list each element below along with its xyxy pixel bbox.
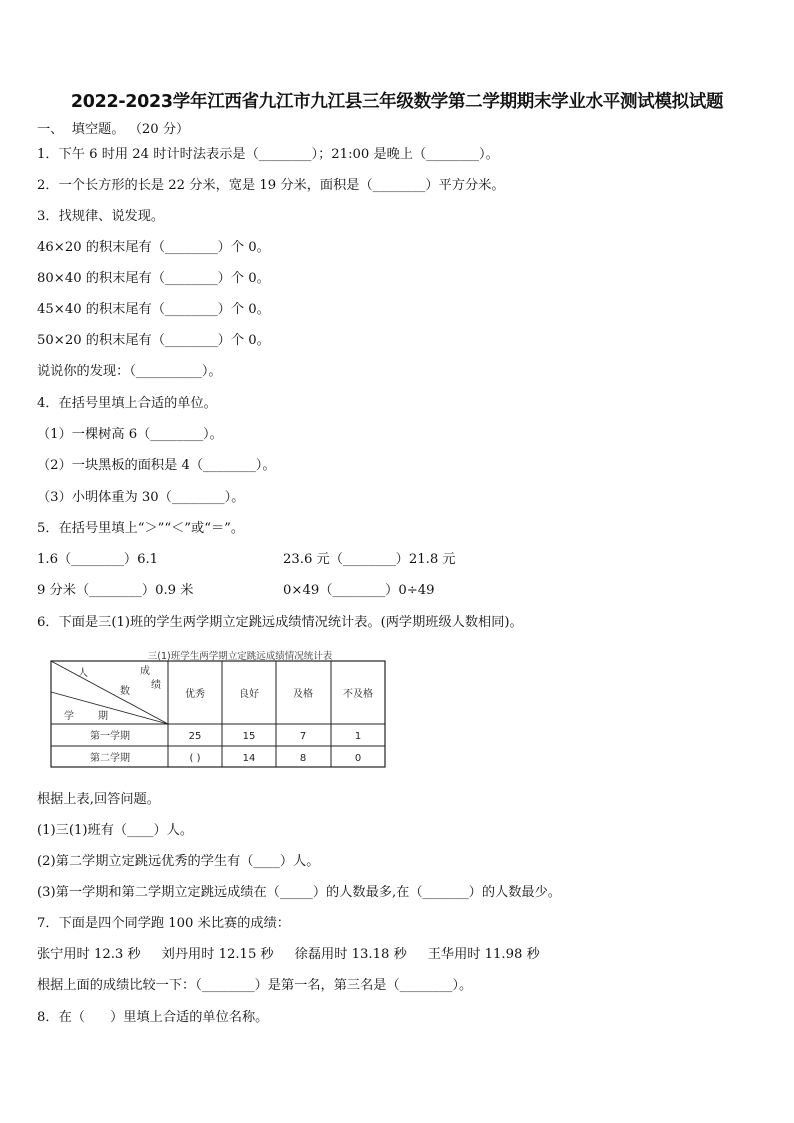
question-2: 2．一个长方形的长是 22 分米，宽是 19 分米，面积是（________）平方分米。: [37, 178, 505, 193]
question-5-left-item: 1.6（________）6.1: [37, 552, 159, 567]
table-header: 及格: [293, 689, 313, 700]
corner-label: 成: [140, 666, 150, 677]
question-3-item: 45×40 的积末尾有（________）个 0。: [37, 302, 270, 317]
question-3-item: 50×20 的积末尾有（________）个 0。: [37, 333, 270, 348]
question-3-finding: 说说你的发现：（__________）。: [37, 364, 222, 379]
question-5-left-item: 9 分米（________）0.9 米: [37, 583, 194, 598]
section-heading: 一、 填空题。 （20 分）: [37, 122, 190, 137]
table-cell: 7: [299, 731, 307, 742]
table-header: 不及格: [343, 689, 373, 700]
table-header: 良好: [239, 689, 259, 700]
row-label: 第一学期: [90, 731, 130, 742]
corner-label: 数: [120, 686, 130, 697]
question-4-item: （1）一棵树高 6（________）。: [37, 427, 223, 442]
table-cell: 25: [188, 731, 202, 742]
corner-label: 人: [78, 668, 88, 679]
question-3-item: 80×40 的积末尾有（________）个 0。: [37, 271, 270, 286]
table-cell: 15: [242, 731, 256, 742]
question-6-sub: (2)第二学期立定跳远优秀的学生有（____）人。: [37, 854, 320, 869]
question-4-item: （2）一块黑板的面积是 4（________）。: [37, 458, 276, 473]
table-caption: 三(1)班学生两学期立定跳远成绩情况统计表: [147, 651, 333, 662]
question-7-results: 张宁用时 12.3 秒 刘丹用时 12.15 秒 徐磊用时 13.18 秒 王华用时 11.98 秒: [37, 947, 540, 962]
question-4-item: （3）小明体重为 30（________）。: [37, 490, 245, 505]
question-5-stem: 5．在括号里填上“＞”“＜”或“＝”。: [37, 521, 245, 536]
page-title: 2022-2023学年江西省九江市九江县三年级数学第二学期期末学业水平测试模拟试题: [70, 92, 724, 112]
corner-label: 学: [64, 711, 74, 722]
corner-label: 期: [98, 711, 108, 722]
table-cell: ( ): [189, 753, 201, 764]
question-6-stem: 6．下面是三(1)班的学生两学期立定跳远成绩情况统计表。(两学期班级人数相同)。: [37, 615, 523, 630]
stat-table: [50, 648, 387, 770]
question-7-ask: 根据上面的成绩比较一下：（________）是第一名，第三名是（________）。: [37, 978, 473, 993]
question-7-stem: 7．下面是四个同学跑 100 米比赛的成绩：: [37, 916, 290, 931]
question-6-sub: (3)第一学期和第二学期立定跳远成绩在（_____）的人数最多,在（_______）的人数最少。: [37, 885, 561, 900]
question-4-stem: 4．在括号里填上合适的单位。: [37, 396, 217, 411]
table-cell: 8: [299, 753, 307, 764]
question-6-prompt: 根据上表,回答问题。: [37, 792, 160, 807]
question-6-sub: (1)三(1)班有（____）人。: [37, 823, 194, 838]
table-grid: [50, 660, 387, 770]
table-cell: 0: [354, 753, 362, 764]
question-3-item: 46×20 的积末尾有（________）个 0。: [37, 240, 270, 255]
corner-label: 绩: [151, 680, 161, 691]
table-cell: 14: [242, 753, 256, 764]
row-label: 第二学期: [90, 753, 130, 764]
question-5-right-item: 23.6 元（________）21.8 元: [283, 552, 456, 567]
question-3-stem: 3．找规律、说发现。: [37, 209, 165, 224]
question-8: 8．在（ ）里填上合适的单位名称。: [37, 1010, 269, 1025]
table-header: 优秀: [185, 689, 205, 700]
question-1: 1．下午 6 时用 24 时计时法表示是（________）；21:00 是晚上（________）。: [37, 147, 499, 162]
question-5-right-item: 0×49（________）0÷49: [283, 583, 435, 598]
table-cell: 1: [354, 731, 362, 742]
